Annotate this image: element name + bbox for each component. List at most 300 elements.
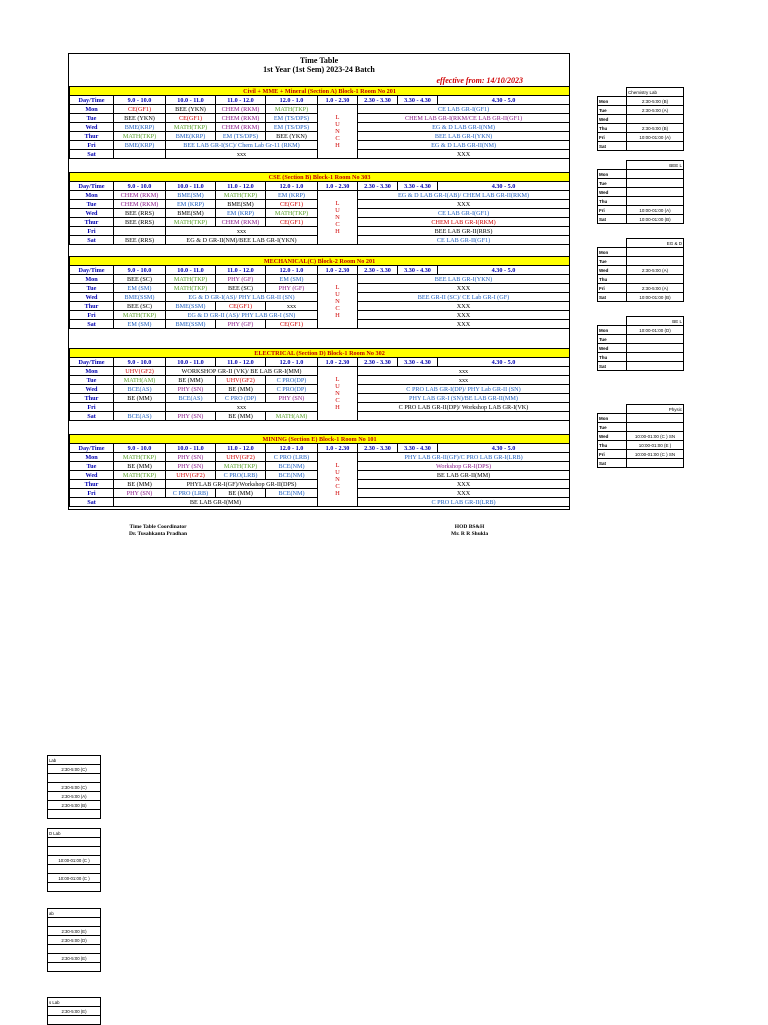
lunch-letter: C — [335, 221, 340, 228]
lab-panel-day: Thu — [598, 353, 627, 362]
class-cell: BE (MM) — [114, 462, 166, 471]
hod-name: Mr. R R Shukla — [451, 531, 489, 537]
panel-spacer — [598, 239, 627, 248]
lunch-letter: U — [335, 207, 340, 214]
lab-panel-row — [598, 353, 684, 362]
day-label: Thur — [70, 480, 114, 489]
afternoon-cell: EG & D LAB GR-I(NM) — [358, 123, 570, 132]
lab-panel-row — [48, 801, 101, 810]
lab-panel-day: Fri — [598, 450, 627, 459]
afternoon-cell: Workshop GR-I(DPS) — [358, 462, 570, 471]
column-header: 9.0 - 10.0 — [114, 266, 166, 275]
class-cell: PHYLAB GR-I(GF)/Workshop GR-II(DPS) — [166, 480, 318, 489]
column-header: 9.0 - 10.0 — [114, 96, 166, 105]
lunch-letter: C — [335, 397, 340, 404]
lab-panel-row — [48, 783, 101, 792]
lab-panel-row — [48, 945, 101, 954]
column-header: Day/Time — [70, 358, 114, 367]
class-cell: EM (TS/DPS) — [216, 132, 266, 141]
afternoon-cell: XXX — [358, 284, 570, 293]
lab-panel-slot: 2:30-5:00 (B) — [627, 124, 684, 133]
lab-panel — [597, 238, 684, 302]
day-label: Fri — [70, 227, 114, 236]
effective-date: effective from: 14/10/2023 — [436, 76, 523, 85]
column-header: 12.0 - 1.0 — [266, 182, 318, 191]
class-cell: CE(GF1) — [216, 302, 266, 311]
lab-panel-row — [48, 936, 101, 945]
lab-panel-row — [48, 1007, 101, 1016]
lab-panel — [597, 87, 684, 151]
lab-panel-row — [598, 115, 684, 124]
column-header: 11.0 - 12.0 — [216, 182, 266, 191]
lab-panel-row — [48, 838, 101, 847]
lab-panel-slot: 2:30-5:00 (B) — [627, 97, 684, 106]
day-label: Mon — [70, 191, 114, 200]
class-cell: BCE(NM) — [266, 489, 318, 498]
afternoon-cell: XXX — [358, 480, 570, 489]
section-table — [69, 434, 570, 507]
lab-panel-caption: ab — [48, 909, 101, 918]
column-header: 10.0 - 11.0 — [166, 444, 216, 453]
class-cell: C PRO(DP) — [266, 376, 318, 385]
class-cell: BEE (YKN) — [166, 105, 216, 114]
class-cell: PHY (GF) — [216, 320, 266, 329]
column-header: 1.0 - 2.30 — [318, 182, 358, 191]
lab-panel-slot — [48, 918, 101, 927]
day-label: Tue — [70, 200, 114, 209]
class-cell: MATH(AM) — [266, 412, 318, 421]
column-header: Day/Time — [70, 96, 114, 105]
lab-panel-row — [48, 963, 101, 972]
column-header: 11.0 - 12.0 — [216, 444, 266, 453]
lunch-letter: L — [335, 114, 340, 121]
lab-panel-slot — [627, 362, 684, 371]
lab-panel-slot: 10:00-01:00 (A) — [627, 206, 684, 215]
afternoon-cell: CE LAB GR-II(GF1) — [358, 236, 570, 245]
class-cell: CE(GF1) — [266, 218, 318, 227]
class-cell: PHY (GF) — [266, 284, 318, 293]
lab-panel-row — [598, 248, 684, 257]
class-cell: MATH(TKP) — [266, 209, 318, 218]
class-cell: EM (KRP) — [216, 209, 266, 218]
lab-panel-day: Sat — [598, 142, 627, 151]
class-cell: EG & D GR-I(AS)/ PHY LAB GR-II (SN) — [166, 293, 318, 302]
lab-panel-slot — [627, 188, 684, 197]
day-label: Wed — [70, 471, 114, 480]
lab-panel-row — [598, 97, 684, 106]
table-row — [70, 191, 570, 200]
column-header: 2.30 - 3.30 — [358, 358, 398, 367]
lab-panel — [47, 908, 101, 972]
lab-panel-day: Wed — [598, 266, 627, 275]
afternoon-cell: CHEM LAB GR-I(RKM) — [358, 218, 570, 227]
coordinator-role: Time Table Coordinator — [129, 524, 187, 530]
afternoon-cell: BEE GR-II (SC)/ CE Lab GR-I (GF) — [358, 293, 570, 302]
lunch-letter: N — [335, 214, 340, 221]
column-header: Day/Time — [70, 266, 114, 275]
class-cell: UHV(GF2) — [166, 471, 216, 480]
class-cell: PHY (SN) — [166, 385, 216, 394]
class-cell: BE (MM) — [114, 394, 166, 403]
lab-panel-slot — [627, 414, 684, 423]
class-cell: MATH(TKP) — [216, 462, 266, 471]
column-header: 2.30 - 3.30 — [358, 182, 398, 191]
lunch-letter: H — [335, 404, 340, 411]
column-header: 3.30 - 4.30 — [398, 96, 438, 105]
class-cell: UHV(GF2) — [216, 376, 266, 385]
class-cell: BME(KRP) — [166, 132, 216, 141]
afternoon-cell: C PRO LAB GR-I(DP)/ PHY Lab GR-II (SN) — [358, 385, 570, 394]
class-cell: BE LAB GR-I(MM) — [114, 498, 318, 507]
lab-panel-day: Fri — [598, 133, 627, 142]
lab-panel-day: Fri — [598, 284, 627, 293]
lab-panel-row — [48, 774, 101, 783]
lab-panel-row — [598, 257, 684, 266]
lab-panel-day: Mon — [598, 414, 627, 423]
lunch-break-cell — [318, 105, 358, 159]
lab-panel-slot: 10:00-01:00 (C ) — [48, 874, 101, 883]
day-label: Thur — [70, 132, 114, 141]
class-cell: C PRO (DP) — [216, 394, 266, 403]
lab-panel-caption: D Lab — [48, 829, 101, 838]
column-header: 10.0 - 11.0 — [166, 96, 216, 105]
class-cell: CHEM (RKM) — [216, 218, 266, 227]
class-cell: BE (MM) — [216, 412, 266, 421]
day-label: Mon — [70, 367, 114, 376]
afternoon-cell: XXX — [358, 489, 570, 498]
lab-panel-slot — [627, 335, 684, 344]
class-cell: CHEM (RKM) — [216, 123, 266, 132]
lab-panel-day: Thu — [598, 197, 627, 206]
lab-panel-slot — [48, 945, 101, 954]
day-label: Fri — [70, 311, 114, 320]
day-label: Sat — [70, 150, 114, 159]
coordinator-name: Dr. Tusahkanta Pradhan — [129, 531, 188, 537]
class-cell: EM (TS/DPS) — [266, 114, 318, 123]
lab-panel-slot: 2:30-5:00 (E) — [48, 927, 101, 936]
lab-panel-slot — [627, 423, 684, 432]
class-cell: MATH(TKP) — [166, 275, 216, 284]
class-cell: CHEM (RKM) — [114, 191, 166, 200]
class-cell: BCE(AS) — [114, 412, 166, 421]
lab-panel-day: Thu — [598, 275, 627, 284]
column-header: 9.0 - 10.0 — [114, 182, 166, 191]
class-cell: EM (KRP) — [266, 191, 318, 200]
lab-panel-day: Wed — [598, 188, 627, 197]
class-cell: BEE (SC) — [216, 284, 266, 293]
class-cell: EM (SM) — [114, 320, 166, 329]
day-label: Sat — [70, 236, 114, 245]
lab-panel — [597, 316, 684, 371]
lab-panel-row — [48, 792, 101, 801]
class-cell — [114, 227, 166, 236]
lunch-letter: H — [335, 142, 340, 149]
afternoon-cell: xxx — [358, 376, 570, 385]
class-cell: UHV(GF2) — [114, 367, 166, 376]
timetable-subtitle: 1st Year (1st Sem) 2023-24 Batch — [263, 65, 375, 74]
class-cell: xxx — [166, 150, 318, 159]
column-header: 12.0 - 1.0 — [266, 96, 318, 105]
afternoon-cell: XXX — [358, 302, 570, 311]
lunch-letter: C — [335, 135, 340, 142]
lab-panel-caption: Chemistry Lab — [627, 88, 684, 97]
afternoon-cell: BE LAB GR-II(MM) — [358, 471, 570, 480]
day-label: Fri — [70, 489, 114, 498]
class-cell: MATH(TKP) — [114, 311, 166, 320]
lab-panel-day: Tue — [598, 257, 627, 266]
class-cell: PHY (GF) — [216, 275, 266, 284]
class-cell — [114, 150, 166, 159]
day-label: Sat — [70, 412, 114, 421]
lab-panel-row — [598, 266, 684, 275]
lunch-letter: U — [335, 383, 340, 390]
class-cell: BEE (YKN) — [114, 114, 166, 123]
class-cell: C PRO (LRB) — [166, 489, 216, 498]
lab-panel-row — [598, 188, 684, 197]
column-header: 4.30 - 5.0 — [438, 358, 570, 367]
class-cell: BEE (SC) — [114, 275, 166, 284]
lab-panel-day: Sat — [598, 215, 627, 224]
column-header: 1.0 - 2.30 — [318, 444, 358, 453]
lab-panel-day: Sat — [598, 362, 627, 371]
column-header: 11.0 - 12.0 — [216, 266, 266, 275]
lab-panel-row — [598, 450, 684, 459]
lunch-letter: L — [335, 200, 340, 207]
class-cell: BCE(AS) — [114, 385, 166, 394]
table-row — [70, 275, 570, 284]
lab-panel-row — [598, 124, 684, 133]
column-header: 11.0 - 12.0 — [216, 358, 266, 367]
lunch-letter: N — [335, 128, 340, 135]
lab-panel-row — [48, 874, 101, 883]
coordinator-signature-block — [129, 524, 187, 538]
day-label: Wed — [70, 123, 114, 132]
column-header: 3.30 - 4.30 — [398, 444, 438, 453]
afternoon-cell: XXX — [358, 150, 570, 159]
afternoon-cell: XXX — [358, 200, 570, 209]
table-row — [70, 453, 570, 462]
class-cell: EM (SM) — [266, 275, 318, 284]
class-cell: MATH(TKP) — [266, 105, 318, 114]
lab-panel-row — [598, 106, 684, 115]
column-header: 10.0 - 11.0 — [166, 182, 216, 191]
class-cell: CHEM (RKM) — [216, 105, 266, 114]
column-header: 1.0 - 2.30 — [318, 358, 358, 367]
hod-signature-block — [451, 524, 488, 538]
column-header: 4.30 - 5.0 — [438, 266, 570, 275]
class-cell: MATH(TKP) — [166, 284, 216, 293]
lab-panel-slot — [48, 883, 101, 892]
lab-panel-slot — [48, 1016, 101, 1025]
class-cell: C PRO (LRB) — [266, 453, 318, 462]
lab-panel-row — [598, 423, 684, 432]
lab-panel-day: Thu — [598, 441, 627, 450]
section-table — [69, 348, 570, 421]
class-cell: BCE(AS) — [166, 394, 216, 403]
lab-panel-row — [48, 847, 101, 856]
class-cell: BEE LAB GR-I(SC)/ Chem Lab Gr-11 (RKM) — [166, 141, 318, 150]
lunch-letter: H — [335, 490, 340, 497]
lab-panel — [47, 755, 101, 819]
lab-panel-row — [598, 432, 684, 441]
lab-panel-day: Wed — [598, 432, 627, 441]
table-row — [70, 105, 570, 114]
day-label: Sat — [70, 320, 114, 329]
panel-spacer — [598, 317, 627, 326]
column-header: Day/Time — [70, 182, 114, 191]
lunch-letter: L — [335, 376, 340, 383]
column-header: 12.0 - 1.0 — [266, 444, 318, 453]
lab-panel-slot: 10:00-01:00 (D) — [627, 326, 684, 335]
class-cell: EM (KRP) — [166, 200, 216, 209]
lab-panel — [597, 160, 684, 224]
lunch-break-cell — [318, 453, 358, 507]
lab-panel-day: Fri — [598, 206, 627, 215]
class-cell: EG & D GR-II(NM)/BEE LAB GR-I(YKN) — [166, 236, 318, 245]
column-header: 11.0 - 12.0 — [216, 96, 266, 105]
class-cell: CHEM (RKM) — [216, 114, 266, 123]
class-cell: MATH(TKP) — [114, 453, 166, 462]
lab-panel-row — [48, 810, 101, 819]
class-cell: C PRO(DP) — [266, 385, 318, 394]
day-label: Thur — [70, 302, 114, 311]
day-label: Wed — [70, 209, 114, 218]
lab-panel-day: Mon — [598, 97, 627, 106]
class-cell: BEE (RRS) — [114, 236, 166, 245]
lunch-letter: C — [335, 483, 340, 490]
lab-panel-row — [598, 142, 684, 151]
class-cell: BE (MM) — [216, 489, 266, 498]
day-label: Mon — [70, 275, 114, 284]
afternoon-cell: BEE LAB GR-I(YKN) — [358, 132, 570, 141]
lab-panel-slot: 10:00-01:00 (C ) — [48, 856, 101, 865]
class-cell: PHY (SN) — [166, 412, 216, 421]
lab-panel-row — [598, 335, 684, 344]
lab-panel-row — [598, 275, 684, 284]
class-cell: BCE(NM) — [266, 471, 318, 480]
lunch-break-cell — [318, 191, 358, 245]
lab-panel-slot — [627, 257, 684, 266]
class-cell: MATH(TKP) — [166, 123, 216, 132]
class-cell: CE(GF1) — [266, 200, 318, 209]
class-cell: PHY (SN) — [266, 394, 318, 403]
day-label: Tue — [70, 284, 114, 293]
class-cell: xxx — [166, 227, 318, 236]
lab-panel-caption: Lab — [48, 756, 101, 765]
column-header: 1.0 - 2.30 — [318, 96, 358, 105]
lab-panel-slot: 10:00-01:00 (B) — [627, 215, 684, 224]
lab-panel-slot — [627, 142, 684, 151]
lunch-letter: N — [335, 390, 340, 397]
class-cell: BME(SM) — [166, 191, 216, 200]
afternoon-cell: EG & D LAB GR-II(NM) — [358, 141, 570, 150]
lab-panel — [597, 404, 684, 468]
class-cell: BEE (RRS) — [114, 209, 166, 218]
afternoon-cell: PHY LAB GR-II(GF)/C PRO LAB GR-I(LRB) — [358, 453, 570, 462]
lab-panel-caption: s Lab — [48, 998, 101, 1007]
day-label: Fri — [70, 403, 114, 412]
lab-panel-row — [598, 362, 684, 371]
afternoon-cell: XXX — [358, 320, 570, 329]
day-label: Mon — [70, 453, 114, 462]
lab-panel-slot: 2:30-5:00 (C) — [48, 765, 101, 774]
lunch-letter: H — [335, 228, 340, 235]
table-row — [70, 367, 570, 376]
day-label: Tue — [70, 462, 114, 471]
lab-panel-slot — [48, 774, 101, 783]
lab-panel-slot: 2:30-5:00 (A) — [48, 792, 101, 801]
day-label: Wed — [70, 385, 114, 394]
lab-panel-slot: 2:30-5:00 (B) — [48, 801, 101, 810]
lab-panel-slot — [48, 963, 101, 972]
column-header: 9.0 - 10.0 — [114, 444, 166, 453]
section-title: Civil + MME + Mineral (Section A) Block-1 Room No 201 — [70, 87, 570, 96]
lab-panel-row — [598, 179, 684, 188]
lab-panel-day: Thu — [598, 124, 627, 133]
class-cell: CHEM (RKM) — [114, 200, 166, 209]
day-label: Fri — [70, 141, 114, 150]
lunch-letter: U — [335, 469, 340, 476]
afternoon-cell: CHEM LAB GR-I(RKM/CE LAB GR-II(GF1) — [358, 114, 570, 123]
lab-panel-day: Mon — [598, 170, 627, 179]
column-header: 3.30 - 4.30 — [398, 266, 438, 275]
section-title: MINING (Section E) Block-1 Room No 101 — [70, 435, 570, 444]
lab-panel-row — [598, 133, 684, 142]
class-cell: MATH(AM) — [114, 376, 166, 385]
afternoon-cell: xxx — [358, 367, 570, 376]
lab-panel-row — [598, 197, 684, 206]
column-header: 2.30 - 3.30 — [358, 96, 398, 105]
class-cell: CE(GF1) — [166, 114, 216, 123]
class-cell: PHY (SN) — [166, 462, 216, 471]
afternoon-cell: PHY LAB GR-I (SN)/BE LAB GR-II(MM) — [358, 394, 570, 403]
lab-panel-slot: 2:30-5:00 (E) — [48, 954, 101, 963]
lab-panel-row — [48, 918, 101, 927]
lunch-letter: L — [335, 284, 340, 291]
lab-panel — [47, 828, 101, 892]
lab-panel-slot — [627, 248, 684, 257]
class-cell: BEE (YKN) — [266, 132, 318, 141]
class-cell: EM (TS/DPS) — [266, 123, 318, 132]
lab-panel-slot — [48, 847, 101, 856]
lab-panel-row — [48, 865, 101, 874]
lab-panel-row — [598, 206, 684, 215]
class-cell: BME(KRP) — [114, 141, 166, 150]
lab-panel-row — [48, 1016, 101, 1025]
class-cell: xxx — [166, 403, 318, 412]
lab-panel-row — [48, 883, 101, 892]
class-cell: PHY (SN) — [166, 453, 216, 462]
lab-panel-day: Mon — [598, 248, 627, 257]
lab-panel-day: Sat — [598, 459, 627, 468]
afternoon-cell: C PRO LAB GR-II(LRB) — [358, 498, 570, 507]
lab-panel-day: Tue — [598, 335, 627, 344]
class-cell: BCE(NM) — [266, 462, 318, 471]
lab-panel-caption: EG & D — [627, 239, 684, 248]
class-cell: BE (MM) — [216, 385, 266, 394]
column-header: 9.0 - 10.0 — [114, 358, 166, 367]
class-cell: BME(KRP) — [114, 123, 166, 132]
class-cell: xxx — [266, 302, 318, 311]
column-header: 3.30 - 4.30 — [398, 358, 438, 367]
lab-panel-row — [48, 856, 101, 865]
lab-panel-slot — [627, 115, 684, 124]
lab-panel-slot: 10:00-01:00 (C ) SN — [627, 450, 684, 459]
lab-panel — [47, 997, 101, 1025]
lab-panel-slot — [627, 459, 684, 468]
lab-panel-row — [48, 927, 101, 936]
section-table — [69, 86, 570, 159]
